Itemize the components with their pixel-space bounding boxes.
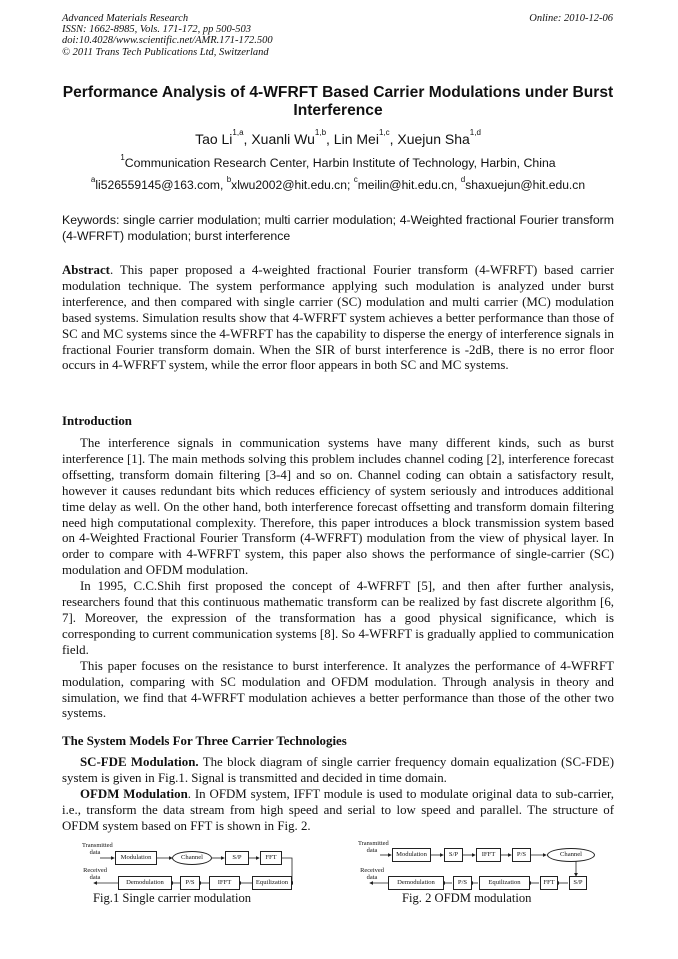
fig1-modulation-block: Modulation	[115, 851, 157, 865]
fig1-ifft-block: IFFT	[209, 876, 240, 890]
author-list: Tao Li$^{1,a}$, Xuanli Wu$^{1,b}$, Lin Mei$^{1,c}$, Xuejun Sha$^{1,d}$	[195, 128, 481, 147]
fig2-sp-block: S/P	[444, 848, 463, 862]
fig1-equalization-block: Equilization	[252, 876, 292, 890]
fig1-channel-block: Channel	[172, 851, 212, 865]
abstract-label: Abstract	[62, 263, 110, 277]
fig2-received-label: Received data	[360, 867, 384, 881]
fig2-demodulation-block: Demodulation	[388, 876, 444, 890]
introduction-heading: Introduction	[62, 414, 132, 428]
email-link[interactable]: meilin@hit.edu.cn	[357, 178, 455, 192]
doi-line: doi:10.4028/www.scientific.net/AMR.171-172.500	[62, 35, 273, 47]
fig2-fft-block: FFT	[540, 876, 558, 890]
copyright-line: © 2011 Trans Tech Publications Ltd, Switzerland	[62, 46, 269, 58]
issn-line: ISSN: 1662-8985, Vols. 171-172, pp 500-503	[62, 24, 251, 36]
fig1-sp-block: S/P	[225, 851, 249, 865]
online-date: Online: 2010-12-06	[529, 13, 613, 24]
fig2-equalization-block: Equilization	[479, 876, 530, 890]
scfde-text: The block diagram of single carrier frequency domain equalization (SC-FDE) system is given in Fig.1. Signal is transmitted and decided in time domain.	[62, 755, 615, 785]
fig2-ps-block-bottom: P/S	[453, 876, 472, 890]
author-sup: 1,d	[469, 128, 481, 137]
figure-2-caption: Fig. 2 OFDM modulation	[402, 891, 532, 905]
author: Lin Mei	[333, 131, 379, 147]
fig1-fft-block: FFT	[260, 851, 282, 865]
email-link[interactable]: xlwu2002@hit.edu.cn	[231, 178, 347, 192]
fig2-modulation-block: Modulation	[392, 848, 431, 862]
models-body	[62, 755, 614, 835]
fig2-transmitted-label: Transmitted data	[358, 840, 389, 854]
journal-name: Advanced Materials Research	[62, 13, 189, 24]
fig1-ps-block: P/S	[180, 876, 200, 890]
journal-header	[62, 13, 273, 58]
author: Xuanli Wu	[251, 131, 315, 147]
section-heading: The System Models For Three Carrier Technologies	[62, 734, 347, 748]
fig2-ifft-block: IFFT	[476, 848, 501, 862]
fig1-transmitted-label: Transmitted data	[82, 842, 113, 856]
fig2-sp-block-bottom: S/P	[569, 876, 587, 890]
fig2-channel-block: Channel	[547, 848, 595, 862]
paragraph: In 1995, C.C.Shih first proposed the concept of 4-WFRFT [5], and then after further analysis, researchers found that this continuous mathematic transform can be realized by fast discrete algorithm [6, 7]. Moreover, the expression of the transformation has a good physical significance, which is corresponding to current communication systems [8]. So 4-WFRFT is gradually applied to communication field.	[62, 579, 614, 657]
email-list: $^a$li526559145@163.com, $^b$xlwu2002@hit.edu.cn; $^c$meilin@hit.edu.cn, $^d$shaxuejun@hit.edu.cn	[90, 175, 586, 192]
affiliation-sup: 1	[120, 153, 125, 162]
fig1-received-label: Received data	[83, 867, 107, 881]
email-link[interactable]: li526559145@163.com	[95, 178, 220, 192]
paragraph: This paper focuses on the resistance to burst interference. It analyzes the performance of 4-WFRFT modulation, comparing with SC modulation and OFDM modulation. Through analysis in theory and simulation, we find that 4-WFRFT modulation achieves a better performance than those of the other two systems.	[62, 658, 614, 721]
abstract-text: . This paper proposed a 4-weighted fractional Fourier transform (4-WFRFT) based carrier modulation technique. The system performance applying such modulation is analyzed under burst interference, and then compared with single carrier (SC) modulation and multi carrier (MC) modulation based systems. Simulation results show that 4-WFRFT system achieves a better performance than those of SC and MC systems since the 4-WFRFT has the capability to disperse the energy of interference signals in fractional Fourier transform domain. When the SIR of burst interference is -2dB, there is no error floor occurs in 4-WFRFT system, while the error floor appears in both SC and MC systems.	[62, 263, 614, 373]
fig2-ps-block: P/S	[512, 848, 531, 862]
email-sup: c	[353, 175, 358, 184]
email-sup: b	[226, 175, 232, 184]
email-sup: d	[460, 175, 466, 184]
figure-1-caption: Fig.1 Single carrier modulation	[93, 891, 252, 905]
paragraph: The interference signals in communication systems have many different kinds, such as burst interference [1]. The main methods solving this problem includes channel coding [2], interference forecast offsetting, transform domain filtering [3-4] and so on. Channel coding can obtain a satisfactory result, however it causes redundant bits which reduces efficiency of system seriously and introduces additional time delay as well. On the other hand, both interference forecast offsetting and transform domain filtering need high computational complexity. Therefore, this paper introduces a block transmission system based on 4-Weighted Fractional Fourier Transform (4-WFRFT) modulation from the view of physical layer. In order to compare with 4-WFRFT system, this paper also shows the performance of single-carrier (SC) modulation and OFDM modulation.	[62, 436, 614, 578]
ofdm-label: OFDM Modulation	[80, 786, 188, 801]
fig1-demodulation-block: Demodulation	[118, 876, 172, 890]
abstract	[62, 263, 614, 374]
author-sup: 1,a	[232, 128, 244, 137]
author-sup: 1,b	[314, 128, 327, 137]
email-sup: a	[90, 175, 96, 184]
author: Tao Li	[195, 131, 233, 147]
figure-1-diagram	[82, 842, 312, 894]
scfde-label: SC-FDE Modulation.	[80, 755, 199, 769]
keywords: Keywords: single carrier modulation; multi carrier modulation; 4-Weighted fractional Fourier transform (4-WFRFT) modulation; burst interference	[62, 213, 614, 243]
author: Xuejun Sha	[397, 131, 470, 147]
affiliation-text: Communication Research Center, Harbin Institute of Technology, Harbin, China	[124, 156, 556, 170]
author-sup: 1,c	[378, 128, 390, 137]
affiliation	[62, 153, 614, 170]
introduction-body	[62, 436, 614, 722]
ofdm-text: . In OFDM system, IFFT module is used to modulate original data to sub-carrier, i.e., transform the data stream from high speed and serial to low speed and parallel. The structure of OFDM system based on FFT is shown in Fig. 2.	[62, 786, 614, 833]
email-link[interactable]: shaxuejun@hit.edu.cn	[465, 178, 586, 192]
paper-title: Performance Analysis of 4-WFRFT Based Carrier Modulations under Burst Interference	[62, 84, 614, 119]
figure-2-diagram	[358, 840, 598, 894]
